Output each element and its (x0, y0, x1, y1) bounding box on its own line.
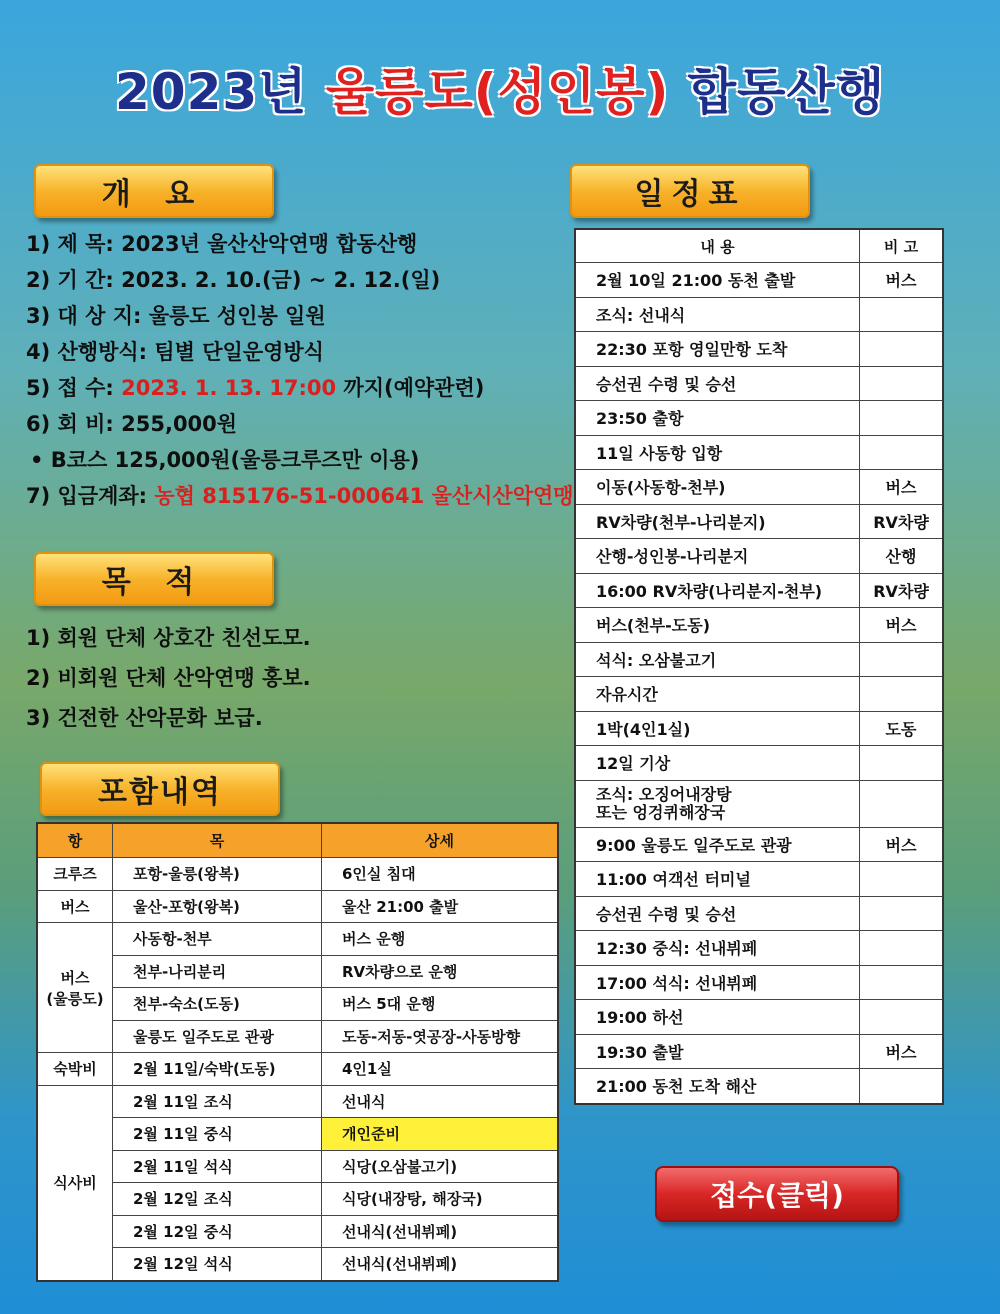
overview-line-title: 1) 제 목: 2023년 울산산악연맹 합동산행 (26, 232, 418, 256)
table-row (575, 1034, 943, 1069)
table-row (37, 1215, 558, 1248)
detail-cell: 선내식 (322, 1085, 559, 1118)
purpose-list (26, 622, 526, 732)
schedule-note-cell (860, 965, 944, 1000)
item-cell: 포항-울릉(왕복) (113, 858, 322, 891)
schedule-content-cell: 1박(4인1실) (575, 711, 860, 746)
apply-button[interactable]: 접수(클릭) (655, 1166, 899, 1222)
schedule-content-cell: 승선권 수령 및 승선 (575, 896, 860, 931)
overview-line-period: 2) 기 간: 2023. 2. 10.(금) ~ 2. 12.(일) (26, 268, 441, 292)
table-row (37, 1118, 558, 1151)
schedule-note-cell (860, 862, 944, 897)
purpose-heading: 목 적 (34, 552, 274, 606)
item-cell: 2월 12일 석식 (113, 1248, 322, 1281)
item-cell: 2월 12일 중식 (113, 1215, 322, 1248)
category-cell: 숙박비 (37, 1053, 113, 1086)
schedule-note-cell: RV차량 (860, 504, 944, 539)
detail-cell: 버스 운행 (322, 923, 559, 956)
schedule-note-cell (860, 1000, 944, 1035)
overview-list (26, 228, 574, 518)
schedule-content-cell: 석식: 오삼불고기 (575, 642, 860, 677)
table-row (575, 711, 943, 746)
schedule-heading: 일정표 (570, 164, 810, 218)
table-row (37, 1150, 558, 1183)
schedule-content-cell: 16:00 RV차량(나리분지-천부) (575, 573, 860, 608)
item-cell: 2월 12일 조식 (113, 1183, 322, 1216)
schedule-content-cell: 12:30 중식: 선내뷔페 (575, 931, 860, 966)
overview-line-destination: 3) 대 상 지: 울릉도 성인봉 일원 (26, 304, 326, 328)
schedule-note-cell: RV차량 (860, 573, 944, 608)
purpose-line: 1) 회원 단체 상호간 친선도모. (26, 626, 311, 650)
title-suffix: 합동산행 (669, 63, 885, 121)
schedule-content-cell: 11:00 여객선 터미널 (575, 862, 860, 897)
schedule-content-cell: 9:00 울릉도 일주도로 관광 (575, 827, 860, 862)
col-header-content: 내 용 (575, 229, 860, 263)
table-row (37, 1020, 558, 1053)
schedule-note-cell (860, 297, 944, 332)
purpose-line: 2) 비회원 단체 산악연맹 홍보. (26, 666, 311, 690)
schedule-note-cell (860, 435, 944, 470)
overview-line-fee: 6) 회 비: 255,000원 (26, 412, 238, 436)
schedule-note-cell: 버스 (860, 608, 944, 643)
category-cell: 버스 (울릉도) (37, 923, 113, 1053)
schedule-note-cell: 버스 (860, 470, 944, 505)
schedule-note-cell: 산행 (860, 539, 944, 574)
table-row (575, 931, 943, 966)
overview-line-course-b: • B코스 125,000원(울릉크루즈만 이용) (30, 448, 420, 472)
schedule-table (574, 228, 944, 1105)
schedule-note-cell: 버스 (860, 1034, 944, 1069)
category-cell: 버스 (37, 890, 113, 923)
detail-cell: 도동-저동-엿공장-사동방향 (322, 1020, 559, 1053)
schedule-note-cell (860, 780, 944, 827)
table-row (37, 923, 558, 956)
table-row (575, 862, 943, 897)
table-row (575, 504, 943, 539)
detail-cell-highlighted: 개인준비 (322, 1118, 559, 1151)
table-row (37, 1085, 558, 1118)
table-row (37, 988, 558, 1021)
schedule-note-cell (860, 401, 944, 436)
table-row (575, 401, 943, 436)
item-cell: 2월 11일/숙박(도동) (113, 1053, 322, 1086)
schedule-content-cell: 19:00 하선 (575, 1000, 860, 1035)
table-row (37, 858, 558, 891)
table-row (575, 896, 943, 931)
schedule-note-cell (860, 1069, 944, 1104)
category-cell: 식사비 (37, 1085, 113, 1281)
overview-line-method: 4) 산행방식: 팀별 단일운영방식 (26, 340, 324, 364)
detail-cell: 식당(오삼불고기) (322, 1150, 559, 1183)
item-cell: 천부-숙소(도동) (113, 988, 322, 1021)
page-title (0, 52, 1000, 124)
table-row (37, 890, 558, 923)
schedule-content-cell: 22:30 포항 영일만항 도착 (575, 332, 860, 367)
schedule-note-cell (860, 642, 944, 677)
title-highlight: 울릉도(성인봉) (325, 63, 670, 121)
table-row (575, 827, 943, 862)
table-row (575, 263, 943, 298)
col-header-note: 비 고 (860, 229, 944, 263)
schedule-content-cell: 19:30 출발 (575, 1034, 860, 1069)
table-row (575, 332, 943, 367)
detail-cell: 선내식(선내뷔페) (322, 1215, 559, 1248)
schedule-content-cell: 조식: 오징어내장탕 또는 엉겅퀴해장국 (575, 780, 860, 827)
table-row (575, 608, 943, 643)
inclusion-heading: 포함내역 (40, 762, 280, 816)
table-row (575, 539, 943, 574)
overview-heading: 개 요 (34, 164, 274, 218)
col-header-category: 항 (37, 823, 113, 858)
overview-line-deadline: 5) 접 수: 2023. 1. 13. 17:00 까지(예약관련) (26, 376, 485, 400)
schedule-content-cell: 11일 사동항 입항 (575, 435, 860, 470)
table-row (575, 1069, 943, 1104)
table-row (37, 955, 558, 988)
schedule-note-cell (860, 896, 944, 931)
item-cell: 울릉도 일주도로 관광 (113, 1020, 322, 1053)
overview-line-account: 7) 입금계좌: 농협 815176-51-000641 울산시산악연맹 (26, 484, 574, 508)
category-cell: 크루즈 (37, 858, 113, 891)
table-row (575, 677, 943, 712)
col-header-item: 목 (113, 823, 322, 858)
schedule-content-cell: 23:50 출항 (575, 401, 860, 436)
item-cell: 2월 11일 조식 (113, 1085, 322, 1118)
schedule-note-cell: 도동 (860, 711, 944, 746)
inclusion-table (36, 822, 559, 1282)
table-row (575, 297, 943, 332)
schedule-content-cell: 승선권 수령 및 승선 (575, 366, 860, 401)
schedule-note-cell (860, 746, 944, 781)
table-row (575, 470, 943, 505)
table-header-row (575, 229, 943, 263)
table-row (37, 1248, 558, 1281)
table-row (575, 366, 943, 401)
col-header-detail: 상세 (322, 823, 559, 858)
table-row (37, 1053, 558, 1086)
item-cell: 2월 11일 중식 (113, 1118, 322, 1151)
table-row (37, 1183, 558, 1216)
schedule-content-cell: 2월 10일 21:00 동천 출발 (575, 263, 860, 298)
purpose-line: 3) 건전한 산악문화 보급. (26, 706, 263, 730)
schedule-note-cell (860, 677, 944, 712)
detail-cell: 6인실 침대 (322, 858, 559, 891)
table-row (575, 642, 943, 677)
item-cell: 사동항-천부 (113, 923, 322, 956)
table-row (575, 1000, 943, 1035)
item-cell: 천부-나리분리 (113, 955, 322, 988)
schedule-note-cell (860, 332, 944, 367)
schedule-content-cell: 이동(사동항-천부) (575, 470, 860, 505)
schedule-content-cell: 조식: 선내식 (575, 297, 860, 332)
item-cell: 울산-포항(왕복) (113, 890, 322, 923)
title-prefix: 2023년 (115, 63, 326, 121)
schedule-note-cell (860, 931, 944, 966)
schedule-content-cell: 자유시간 (575, 677, 860, 712)
detail-cell: 버스 5대 운행 (322, 988, 559, 1021)
detail-cell: 울산 21:00 출발 (322, 890, 559, 923)
detail-cell: 선내식(선내뷔페) (322, 1248, 559, 1281)
detail-cell: 식당(내장탕, 해장국) (322, 1183, 559, 1216)
schedule-note-cell (860, 366, 944, 401)
schedule-content-cell: RV차량(천부-나리분지) (575, 504, 860, 539)
table-row (575, 746, 943, 781)
table-row (575, 573, 943, 608)
item-cell: 2월 11일 석식 (113, 1150, 322, 1183)
detail-cell: 4인1실 (322, 1053, 559, 1086)
schedule-content-cell: 12일 기상 (575, 746, 860, 781)
schedule-content-cell: 21:00 동천 도착 해산 (575, 1069, 860, 1104)
table-header-row (37, 823, 558, 858)
schedule-content-cell: 17:00 석식: 선내뷔페 (575, 965, 860, 1000)
table-row (575, 780, 943, 827)
schedule-note-cell: 버스 (860, 263, 944, 298)
detail-cell: RV차량으로 운행 (322, 955, 559, 988)
table-row (575, 435, 943, 470)
schedule-content-cell: 버스(천부-도동) (575, 608, 860, 643)
schedule-note-cell: 버스 (860, 827, 944, 862)
schedule-content-cell: 산행-성인봉-나리분지 (575, 539, 860, 574)
table-row (575, 965, 943, 1000)
